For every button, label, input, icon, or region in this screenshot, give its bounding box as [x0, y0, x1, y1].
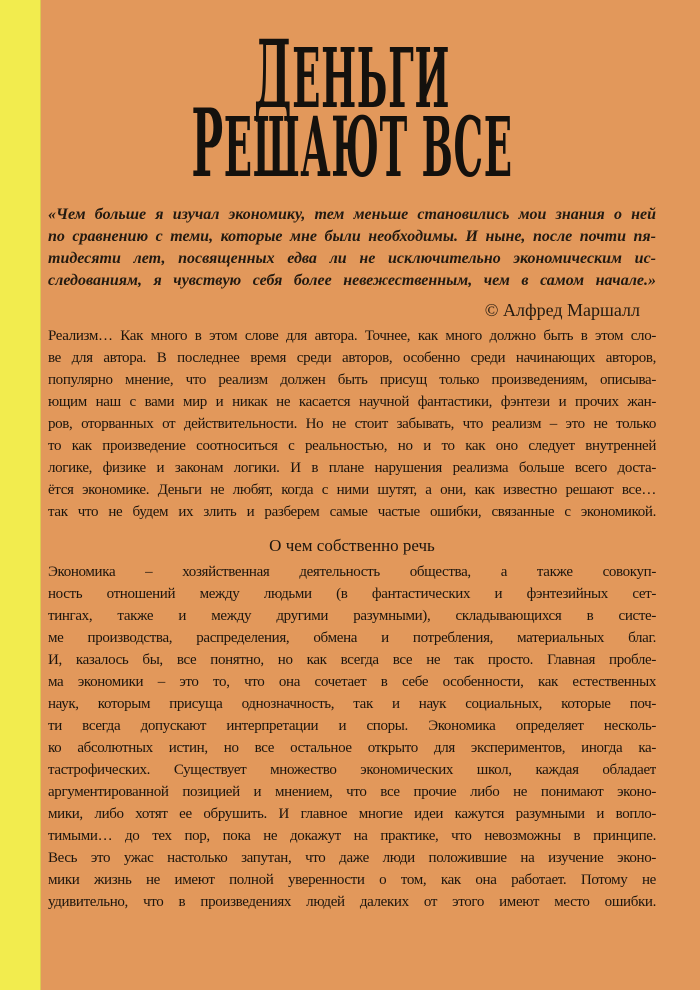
text-line: тидесяти лет, посвященных едва ли не исключительно экономическим ис-: [48, 250, 656, 267]
section-paragraph: [48, 561, 656, 913]
page-content: [48, 0, 656, 913]
page-title-line-2: РЕШАЮТ ВСЕ: [191, 87, 513, 199]
text-line: так что не будем их злить и разберем самые частые ошибки, связанные с экономикой.: [48, 504, 656, 520]
page-title: [48, 18, 656, 199]
text-line: мики, либо хотят ее обрушить. И главное многие идеи кажутся разумными и вопло-: [48, 806, 656, 822]
page-title-line-1: ДЕНЬГИ: [253, 18, 451, 130]
text-line: ётся экономике. Деньги не любят, когда с ними шутят, а они, как известно решают все…: [48, 482, 656, 498]
text-line: И, казалось бы, все понятно, но как всегда все не так просто. Главная пробле-: [48, 652, 656, 668]
text-line: ме производства, распределения, обмена и потребления, материальных благ.: [48, 630, 656, 646]
text-line: ко абсолютных истин, но все остальное открыто для экспериментов, иногда ка-: [48, 740, 656, 756]
left-accent-stripe: [0, 0, 41, 990]
text-line: ющим наш с вами мир и никак не касается научной фантастики, фэнтези и прочих жан-: [48, 394, 656, 410]
text-line: тимыми… до тех пор, пока не докажут на практике, что невозможны в принципе.: [48, 828, 656, 844]
text-line: ма экономики – это то, что она сочетает в себе особенности, как естественных: [48, 674, 656, 690]
text-line: «Чем больше я изучал экономику, тем меньше становились мои знания о ней: [48, 206, 656, 223]
text-line: ность отношений между людьми (в фантастических и фэнтезийных сет-: [48, 586, 656, 602]
text-line: логике, физике и законам логики. И в плане нарушения реализма больше всего доста-: [48, 460, 656, 476]
epigraph-quote: [48, 204, 656, 292]
section-heading: О чем собственно речь: [269, 536, 435, 555]
text-line: популярно мнение, что реализм должен быть присущ только произведениям, описыва-: [48, 372, 656, 388]
text-line: тастрофических. Существует множество экономических школ, каждая обладает: [48, 762, 656, 778]
text-line: Весь это ужас настолько запутан, что даже люди положившие на изучение эконо-: [48, 850, 656, 866]
quote-attribution: © Алфред Маршалл: [484, 300, 640, 320]
text-line: тингах, также и между другими разумными), складывающихся в систе-: [48, 608, 656, 624]
text-line: аргументированной позицией и мнением, что все прочие либо не понимают эконо-: [48, 784, 656, 800]
text-line: удивительно, что в произведениях людей далеких от этого имеют место ошибки.: [48, 894, 656, 910]
text-line: то как произведение соотноситься с реальностью, но и то как оно следует внутренней: [48, 438, 656, 454]
text-line: ров, оторванных от действительности. Но не стоит забывать, что реализм – это не только: [48, 416, 656, 432]
text-line: наук, которым присуща однозначность, так и наук социальных, которые поч-: [48, 696, 656, 712]
text-line: ве для автора. В последнее время среди авторов, особенно среди начинающих авторов,: [48, 350, 656, 366]
intro-paragraph: [48, 325, 656, 523]
text-line: по сравнению с теми, которые мне были необходимы. И ныне, после почти пя-: [48, 228, 656, 245]
text-line: мики жизнь не имеют полной уверенности о том, как она работает. Потому не: [48, 872, 656, 888]
text-line: ти всегда допускают интерпретации и споры. Экономика определяет несколь-: [48, 718, 656, 734]
text-line: Экономика – хозяйственная деятельность общества, а также совокуп-: [48, 564, 656, 580]
text-line: Реализм… Как много в этом слове для автора. Точнее, как много должно быть в этом сло-: [48, 328, 656, 344]
text-line: следованиям, я чувствую себя более невежественным, чем в самом начале.»: [48, 272, 656, 289]
